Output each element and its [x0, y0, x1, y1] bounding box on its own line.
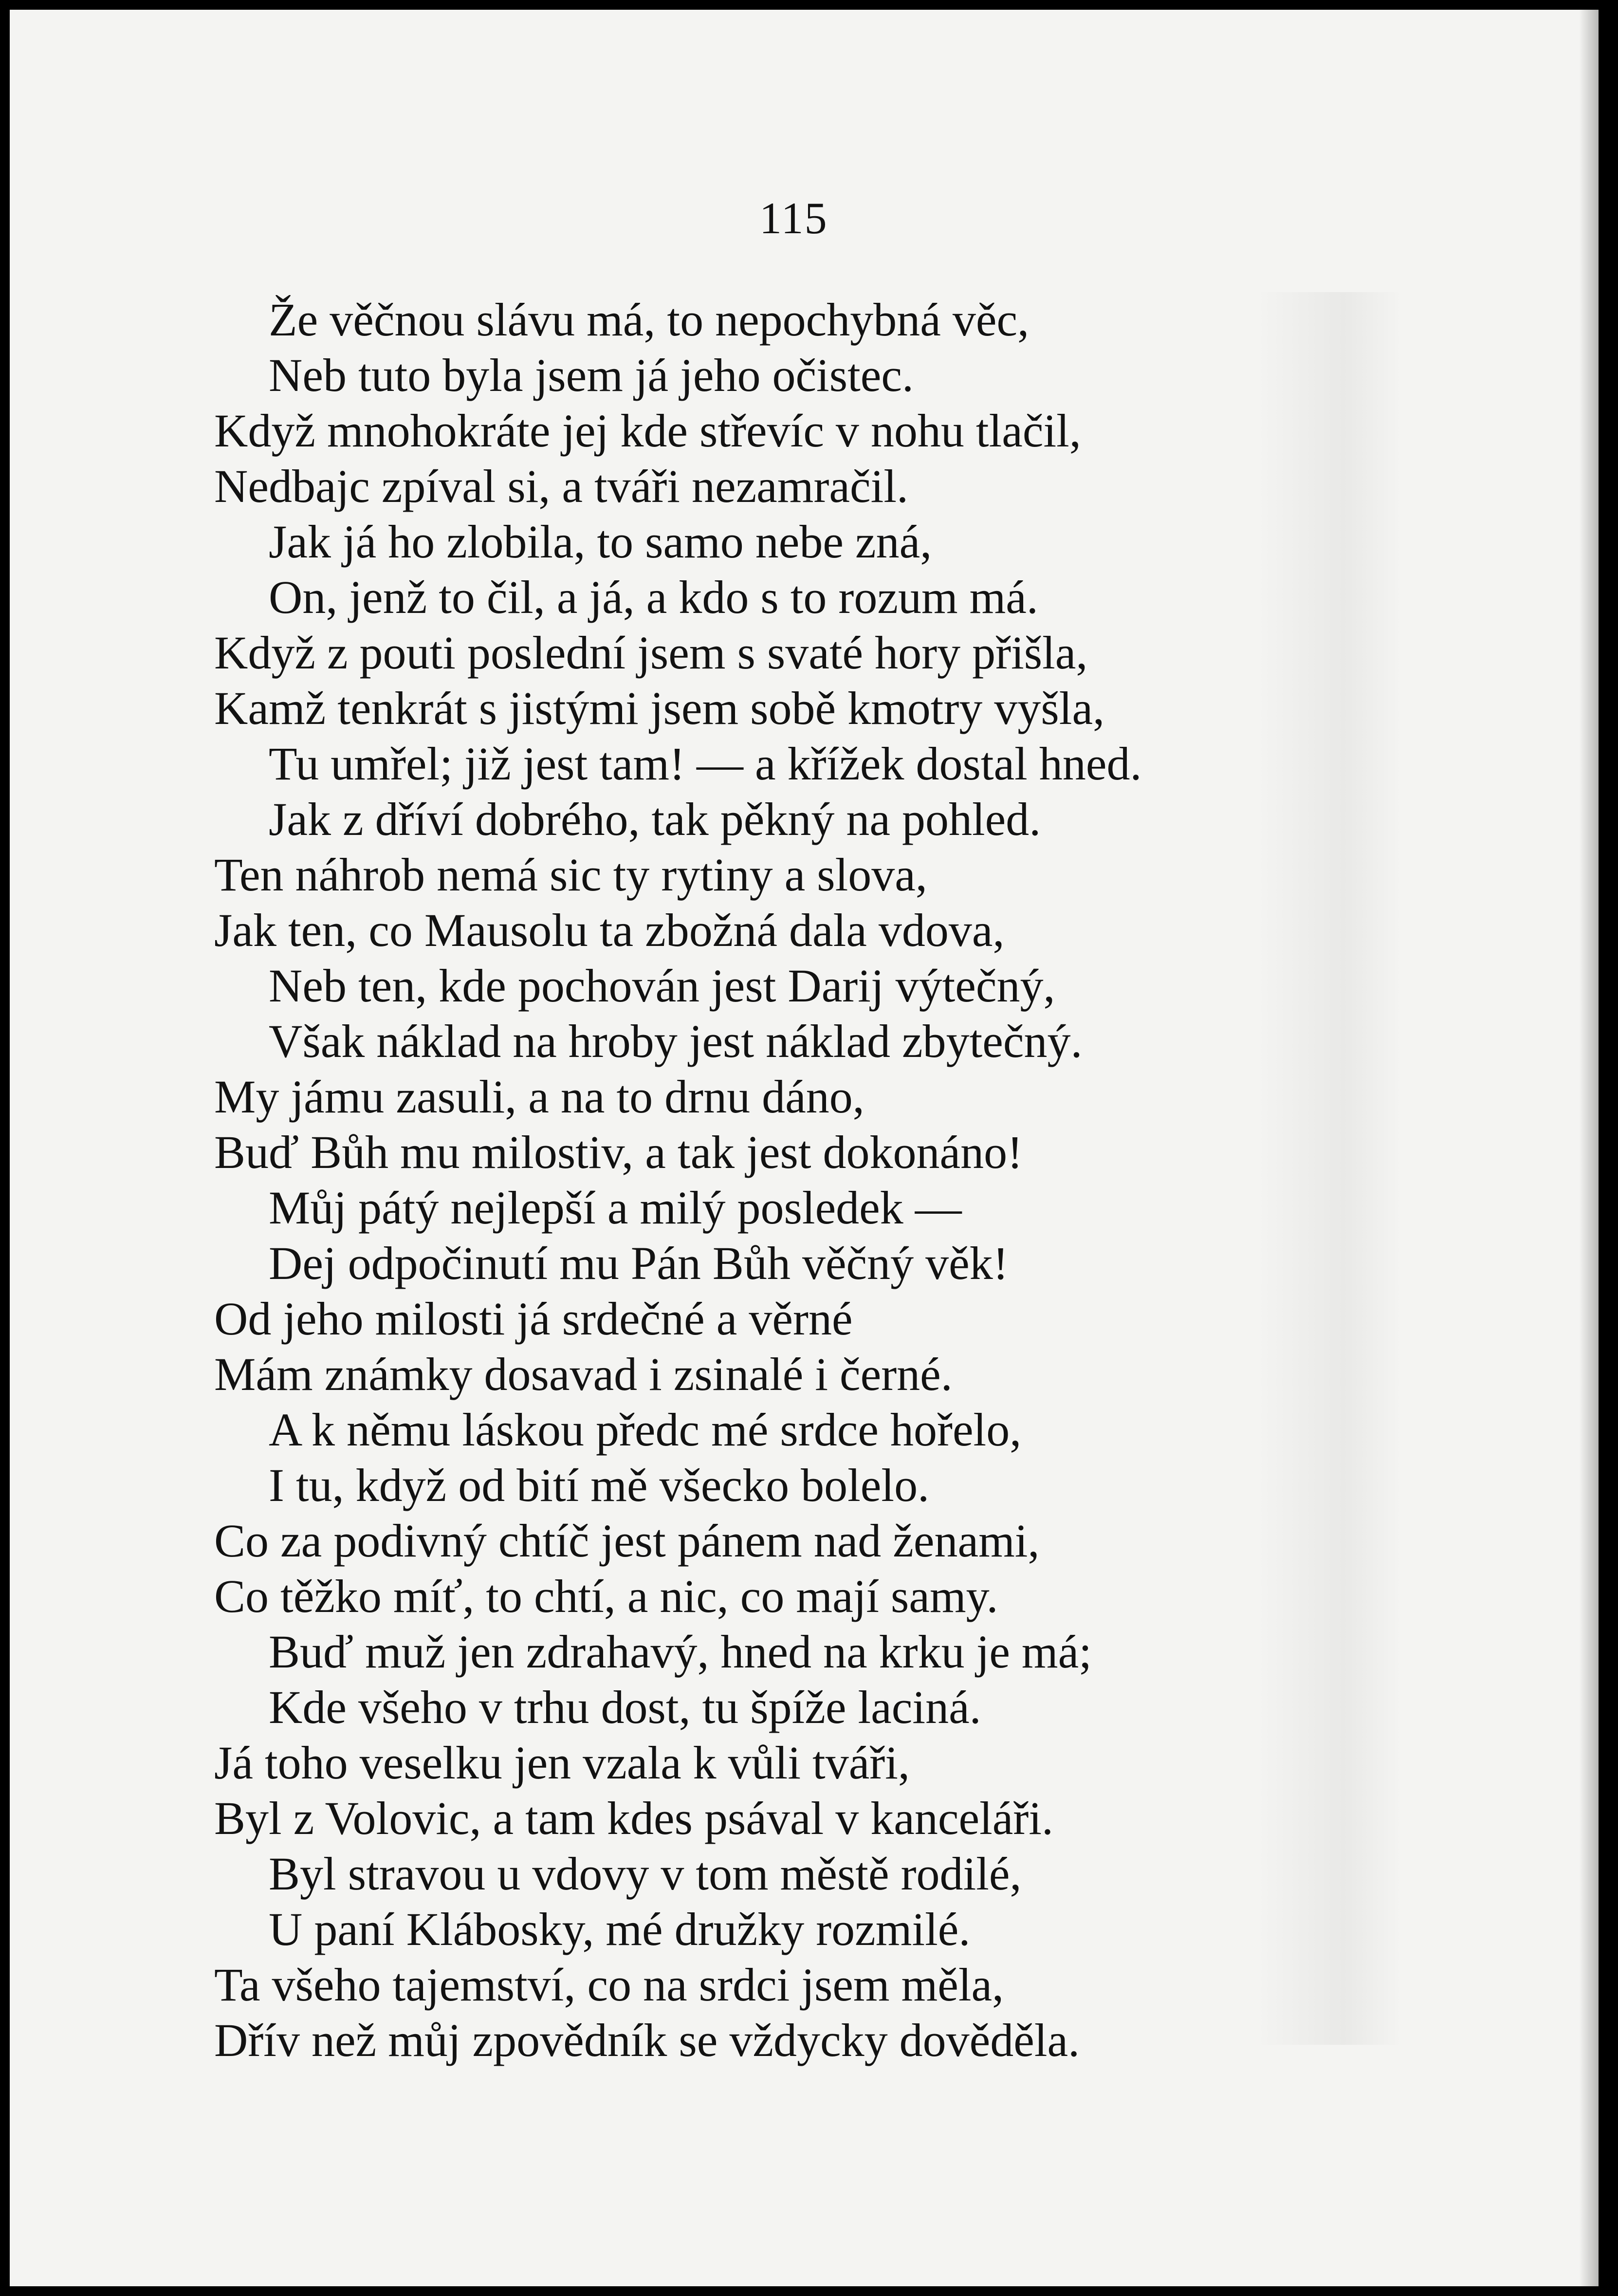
page-number: 115	[759, 193, 828, 243]
verse-line: On, jenž to čil, a já, a kdo s to rozum má.	[269, 571, 1038, 623]
verse-line: A k němu láskou předc mé srdce hořelo,	[269, 1404, 1022, 1456]
verse-line: My jámu zasuli, a na to drnu dáno,	[214, 1071, 864, 1123]
verse-line: Byl stravou u vdovy v tom městě rodilé,	[269, 1848, 1022, 1900]
verse-line: Od jeho milosti já srdečné a věrné	[214, 1293, 853, 1345]
verse-line: Kamž tenkrát s jistými jsem sobě kmotry vyšla,	[214, 682, 1105, 734]
verse-line: Co za podivný chtíč jest pánem nad ženami,	[214, 1515, 1040, 1567]
book-page	[10, 10, 1599, 2286]
verse-line: Co těžko míť, to chtí, a nic, co mají samy.	[214, 1570, 998, 1622]
verse-line: Kde všeho v trhu dost, tu špíže laciná.	[269, 1681, 981, 1733]
verse-line: Když mnohokráte jej kde střevíc v nohu tlačil,	[214, 405, 1081, 457]
verse-line: Že věčnou slávu má, to nepochybná věc,	[269, 294, 1030, 346]
verse-line: Buď Bůh mu milostiv, a tak jest dokonáno!	[214, 1126, 1023, 1178]
verse-line: Nedbajc zpíval si, a tváři nezamračil.	[214, 460, 908, 512]
verse-line: Jak já ho zlobila, to samo nebe zná,	[269, 516, 932, 568]
verse-line: Buď muž jen zdrahavý, hned na krku je má;	[269, 1626, 1092, 1678]
verse-line: Mám známky dosavad i zsinalé i černé.	[214, 1348, 953, 1400]
verse-line: Já toho veselku jen vzala k vůli tváři,	[214, 1737, 910, 1789]
verse-line: Dej odpočinutí mu Pán Bůh věčný věk!	[269, 1237, 1009, 1289]
verse-line: Neb ten, kde pochován jest Darij výtečný,	[269, 960, 1055, 1012]
verse-line: Jak z dříví dobrého, tak pěkný na pohled.	[269, 793, 1041, 845]
verse-line: Ta všeho tajemství, co na srdci jsem měla,	[214, 1959, 1004, 2011]
verse-line: Jak ten, co Mausolu ta zbožná dala vdova,	[214, 904, 1005, 956]
verse-line: Dřív než můj zpovědník se vždycky dověděla.	[214, 2014, 1080, 2066]
verse-line: Když z pouti poslední jsem s svaté hory přišla,	[214, 627, 1088, 679]
poem-verses	[214, 292, 1528, 2068]
page-edge-shadow	[1579, 10, 1599, 2286]
verse-line: U paní Klábosky, mé družky rozmilé.	[269, 1903, 971, 1955]
verse-line: Však náklad na hroby jest náklad zbytečný.	[269, 1015, 1083, 1067]
verse-line: Tu umřel; již jest tam! — a křížek dostal hned.	[269, 738, 1142, 790]
verse-line: I tu, když od bití mě všecko bolelo.	[269, 1459, 930, 1511]
verse-line: Neb tuto byla jsem já jeho očistec.	[269, 349, 914, 401]
verse-line: Můj pátý nejlepší a milý posledek —	[269, 1182, 962, 1234]
verse-line: Byl z Volovic, a tam kdes psával v kanceláři.	[214, 1792, 1054, 1844]
verse-line: Ten náhrob nemá sic ty rytiny a slova,	[214, 849, 927, 901]
